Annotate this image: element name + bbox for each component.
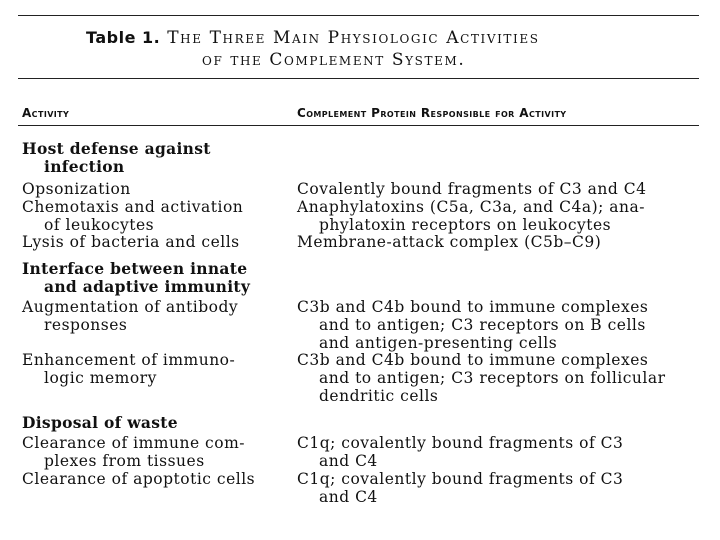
table-label: Table 1.	[86, 28, 161, 47]
header-rule	[18, 125, 699, 126]
protein-cell: C3b and C4b bound to immune complexes and to antigen; C3 receptors on follicular dendritic cells	[297, 351, 666, 405]
section-heading: Disposal of waste	[22, 413, 178, 432]
protein-cell: Covalently bound fragments of C3 and C4	[297, 180, 647, 198]
protein-cell: Membrane-attack complex (C5b–C9)	[297, 233, 602, 251]
activity-cell: Enhancement of immuno- logic memory	[22, 351, 236, 387]
protein-cell: C3b and C4b bound to immune complexes and to antigen; C3 receptors on B cells and antigen-presenting cells	[297, 298, 649, 352]
activity-cell: Augmentation of antibody responses	[22, 298, 239, 334]
activity-cell: Clearance of apoptotic cells	[22, 470, 256, 488]
caption-rule	[18, 78, 699, 79]
column-header-protein: Complement Protein Responsible for Activity	[297, 106, 567, 120]
protein-cell: C1q; covalently bound fragments of C3 and C4	[297, 470, 624, 506]
activity-cell: Clearance of immune com- plexes from tissues	[22, 434, 246, 470]
activity-cell: Chemotaxis and activation of leukocytes	[22, 198, 244, 234]
protein-cell: Anaphylatoxins (C5a, C3a, and C4a); ana- phylatoxin receptors on leukocytes	[297, 198, 646, 234]
section-heading: Interface between innate and adaptive immunity	[22, 259, 251, 296]
column-header-activity: Activity	[22, 106, 70, 120]
table-title-line-1: The Three Main Physiologic Activities	[167, 28, 540, 48]
activity-cell: Lysis of bacteria and cells	[22, 233, 240, 251]
activity-cell: Opsonization	[22, 180, 131, 198]
protein-cell: C1q; covalently bound fragments of C3 and C4	[297, 434, 624, 470]
section-heading: Host defense against infection	[22, 139, 211, 176]
table-caption	[86, 27, 666, 71]
table-title-line-2: of the Complement System.	[202, 50, 466, 70]
top-rule	[18, 15, 699, 16]
